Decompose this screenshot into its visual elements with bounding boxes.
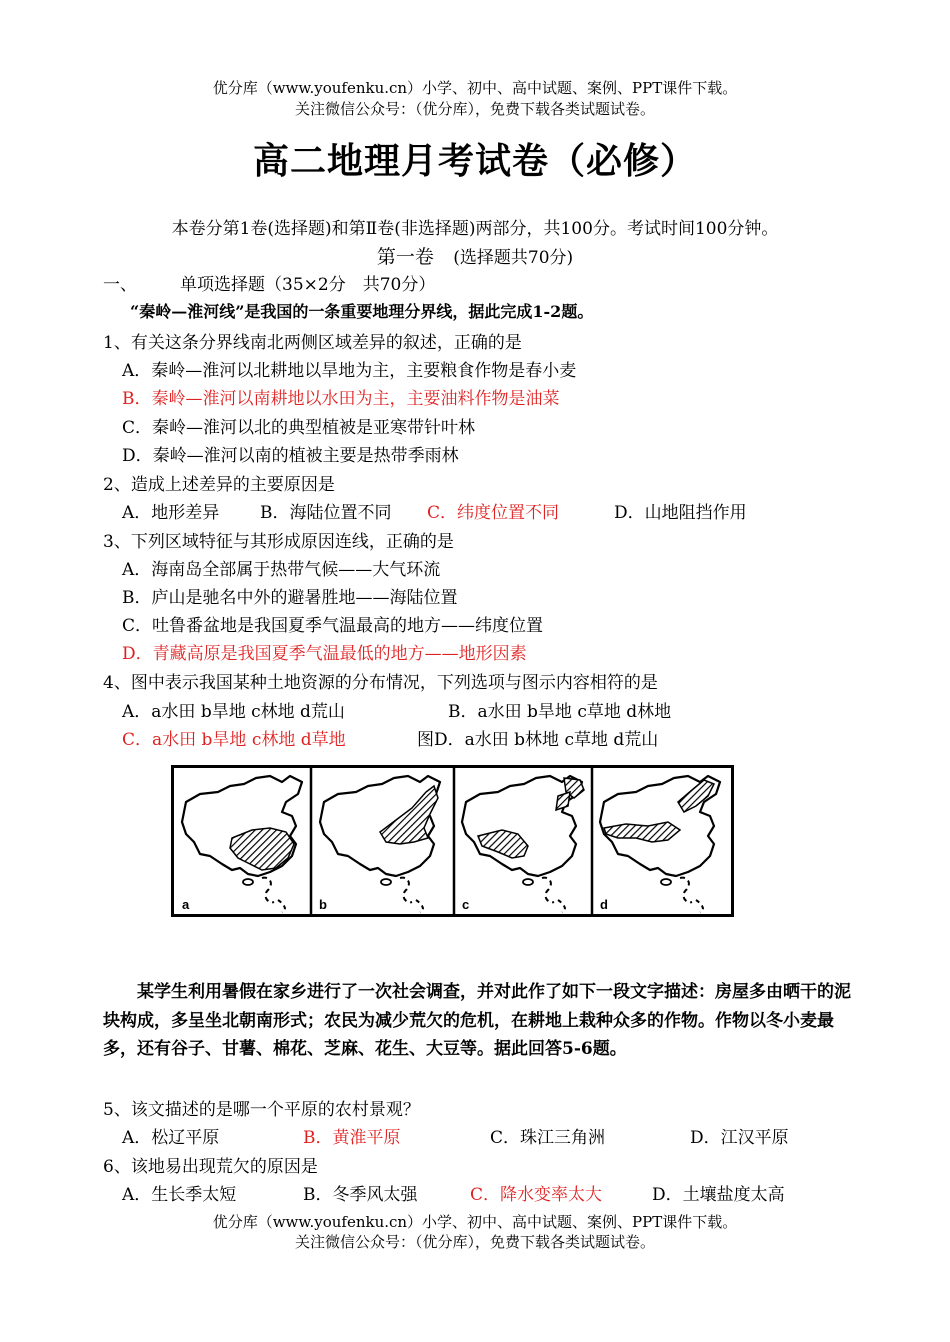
map-c: [462, 776, 584, 912]
footer-line-2: 关注微信公众号：（优分库），免费下载各类试题试卷。: [294, 1233, 655, 1251]
q5-option-c: C．珠江三角洲: [490, 1128, 606, 1148]
q2-option-a: A．地形差异: [122, 503, 220, 523]
footer-line-1: 优分库（www.youfenku.cn）小学、初中、高中试题、案例、PPT课件下载。: [212, 1213, 738, 1231]
q3-option-b: B．庐山是驰名中外的避暑胜地——海陆位置: [122, 588, 458, 608]
maps-svg: [174, 768, 731, 914]
map-a: [182, 776, 302, 912]
map-label-a: a: [182, 897, 190, 912]
q6-option-d: D．土壤盐度太高: [652, 1185, 785, 1205]
q3-stem: 3、下列区域特征与其形成原因连线，正确的是: [103, 532, 454, 552]
q4-stem: 4、图中表示我国某种土地资源的分布情况，下列选项与图示内容相符的是: [103, 673, 658, 693]
q4-option-d: 图D．a水田 b林地 c草地 d荒山: [417, 730, 659, 750]
q5-stem: 5、该文描述的是哪一个平原的农村景观？: [103, 1100, 420, 1120]
map-b: [320, 776, 440, 912]
header-line-2: 关注微信公众号：（优分库），免费下载各类试题试卷。: [294, 100, 655, 118]
q6-option-b: B．冬季风太强: [303, 1185, 418, 1205]
china-maps-figure: [171, 765, 734, 917]
q1-option-c: C．秦岭—淮河以北的典型植被是亚寒带针叶林: [122, 418, 476, 438]
q5-option-a: A．松辽平原: [122, 1128, 220, 1148]
q2-option-d: D．山地阻挡作用: [614, 503, 747, 523]
prompt-2: 某学生利用暑假在家乡进行了一次社会调查，并对此作了如下一段文字描述：房屋多由晒干的泥块构成，多呈坐北朝南形式；农民为减少荒欠的危机，在耕地上栽种众多的作物。作物以冬小麦最多，还有谷子、甘薯、棉花、芝麻、花生、大豆等。据此回答5-6题。: [103, 982, 851, 1059]
map-label-d: d: [600, 897, 608, 912]
q1-option-d: D．秦岭—淮河以南的植被主要是热带季雨林: [122, 446, 459, 466]
q4-option-b: B．a水田 b旱地 c草地 d林地: [448, 702, 672, 722]
map-label-c: c: [462, 897, 470, 912]
volume-note: (选择题共70分): [453, 248, 574, 268]
q3-option-d: D．青藏高原是我国夏季气温最低的地方——地形因素: [122, 644, 527, 664]
map-d-region-west: [604, 822, 680, 842]
q3-option-a: A．海南岛全部属于热带气候——大气环流: [122, 560, 441, 580]
q6-stem: 6、该地易出现荒欠的原因是: [103, 1157, 318, 1177]
map-c-region-ne2: [556, 792, 570, 810]
q4-option-c: C．a水田 b旱地 c林地 d草地: [122, 730, 346, 750]
q6-option-a: A．生长季太短: [122, 1185, 237, 1205]
q2-option-b: B．海陆位置不同: [260, 503, 392, 523]
q5-option-b: B．黄淮平原: [303, 1128, 401, 1148]
page-title: 高二地理月考试卷（必修）: [252, 141, 697, 182]
q2-option-c: C．纬度位置不同: [427, 503, 560, 523]
q2-stem: 2、造成上述差异的主要原因是: [103, 475, 335, 495]
q6-option-c: C．降水变率太大: [470, 1185, 603, 1205]
map-c-region-sw: [478, 830, 528, 858]
section-label: 单项选择题（35×2分 共70分）: [180, 275, 436, 295]
header-line-1: 优分库（www.youfenku.cn）小学、初中、高中试题、案例、PPT课件下载。: [212, 79, 738, 97]
q1-option-b: B．秦岭—淮河以南耕地以水田为主，主要油料作物是油菜: [122, 389, 560, 409]
q5-option-d: D．江汉平原: [690, 1128, 789, 1148]
prompt-1: “秦岭—淮河线”是我国的一条重要地理分界线，据此完成1-2题。: [130, 302, 594, 321]
section-number: 一、: [103, 275, 137, 295]
exam-intro: 本卷分第1卷(选择题)和第Ⅱ卷(非选择题)两部分，共100分。考试时间100分钟。: [171, 219, 779, 239]
volume-heading: [0, 242, 950, 269]
volume-label: 第一卷: [376, 246, 434, 268]
q1-stem: 1、有关这条分界线南北两侧区域差异的叙述，正确的是: [103, 333, 522, 353]
q3-option-c: C．吐鲁番盆地是我国夏季气温最高的地方——纬度位置: [122, 616, 544, 636]
map-d: [600, 776, 720, 912]
q1-option-a: A．秦岭—淮河以北耕地以旱地为主，主要粮食作物是春小麦: [122, 361, 577, 381]
map-d-region-ne: [678, 780, 714, 812]
q4-option-a: A．a水田 b旱地 c林地 d荒山: [122, 702, 345, 722]
map-label-b: b: [319, 897, 327, 912]
